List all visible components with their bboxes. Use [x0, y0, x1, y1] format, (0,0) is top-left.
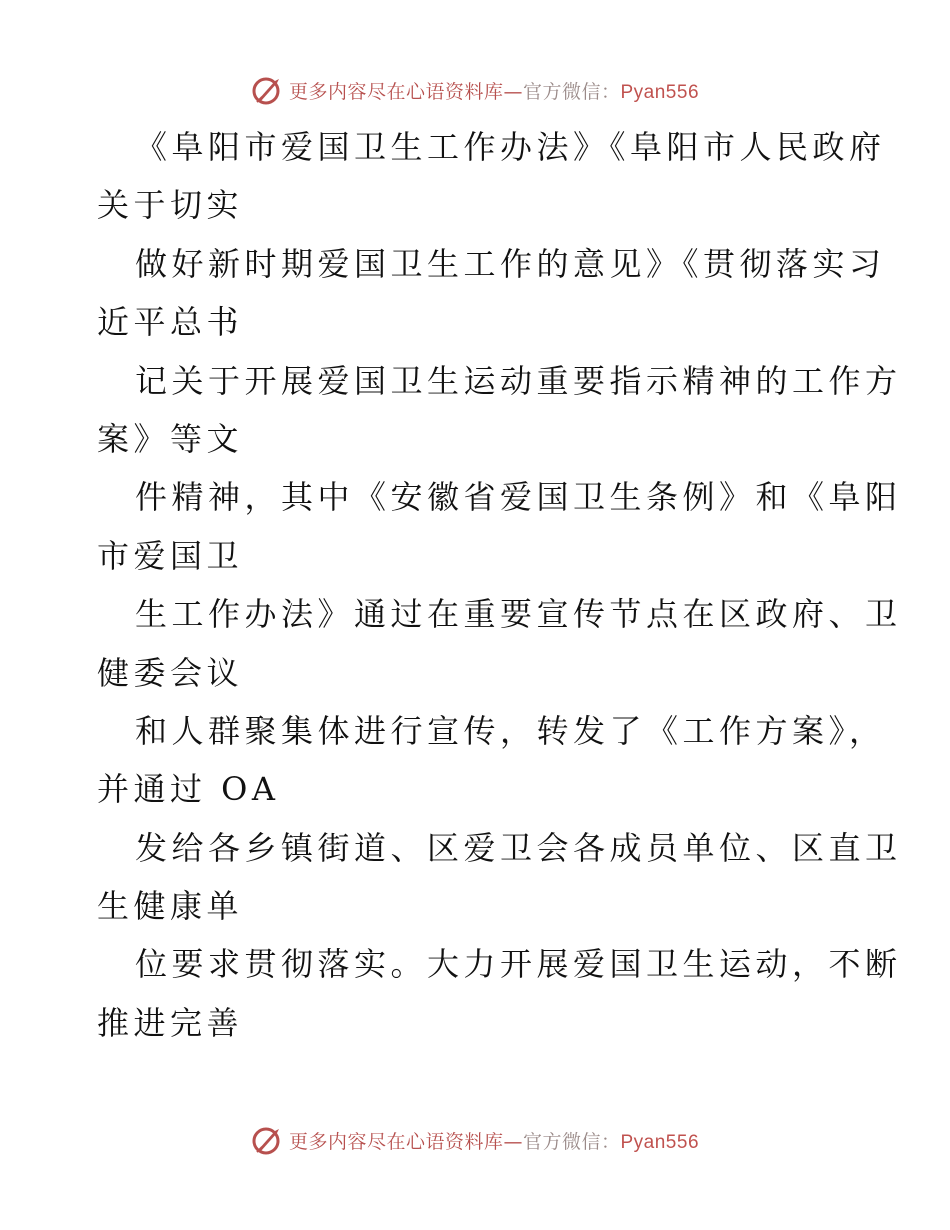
quill-logo-icon: [251, 73, 285, 107]
text-line: 市爱国卫: [97, 536, 244, 575]
text-line: 近平总书: [97, 303, 244, 342]
text-line: 件精神，其中《安徽省爱国卫生条例》和《阜阳: [135, 478, 902, 517]
text-line: 生工作办法》通过在重要宣传节点在区政府、卫: [135, 595, 902, 634]
text-line: 健委会议: [97, 653, 244, 692]
text-line: 《阜阳市爱国卫生工作办法》《阜阳市人民政府: [135, 128, 886, 166]
text-line: 生健康单: [97, 887, 244, 926]
text-line: 案》等文: [97, 419, 244, 458]
watermark-text: 更多内容尽在心语资料库—官方微信：Pyan556: [288, 1130, 700, 1153]
text-line: 位要求贯彻落实。大力开展爱国卫生运动，不断: [135, 945, 902, 984]
text-line: 推进完善: [97, 1003, 244, 1042]
text-line: 发给各乡镇街道、区爱卫会各成员单位、区直卫: [135, 828, 902, 867]
watermark-text: 更多内容尽在心语资料库—官方微信：Pyan556: [288, 80, 700, 103]
footer-watermark: [0, 1120, 950, 1160]
quill-logo-icon: [251, 1123, 285, 1157]
document-body: [97, 118, 902, 1052]
text-line: 和人群聚集体进行宣传，转发了《工作方案》，: [135, 711, 886, 750]
header-watermark: [0, 70, 950, 110]
text-line: 做好新时期爱国卫生工作的意见》《贯彻落实习: [135, 244, 886, 283]
text-line: 记关于开展爱国卫生运动重要指示精神的工作方: [135, 361, 902, 400]
text-line: 并通过 OA: [97, 770, 280, 809]
text-line: 关于切实: [97, 186, 244, 225]
